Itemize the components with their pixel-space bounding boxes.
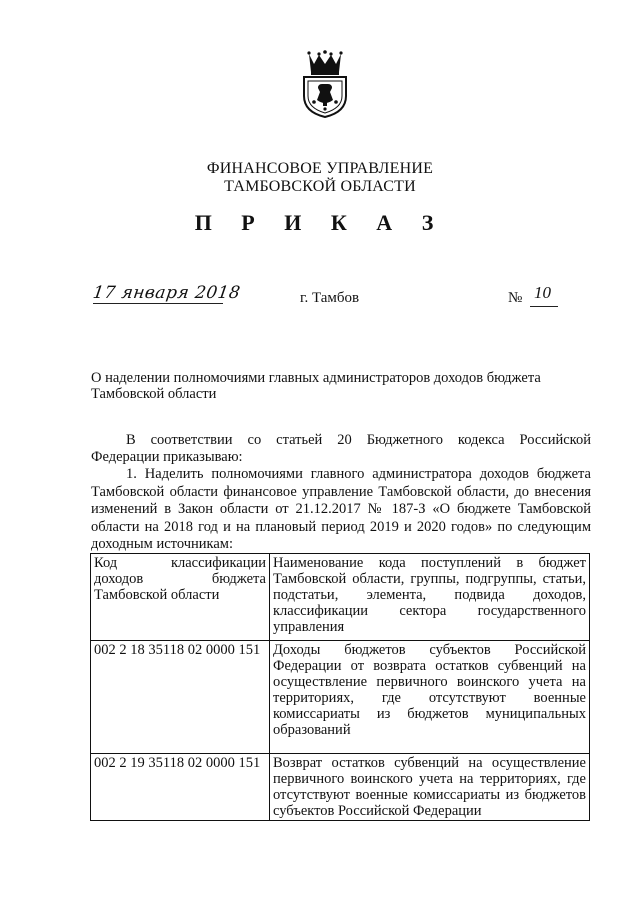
revenue-sources-table [90, 553, 590, 821]
order-city: г. Тамбов [300, 290, 360, 306]
intro-paragraph-line2: Федерации приказываю: [91, 449, 243, 465]
document-title: П Р И К А З [194, 210, 446, 235]
date-underline [93, 303, 223, 304]
order-subject: О наделении полномочиями главных администраторов доходов бюджета Тамбовской области [91, 370, 541, 402]
item-1-paragraph: 1. Наделить полномочиями главного администратора доходов бюджета Тамбовской области финансовое управление Тамбовской области, до внесения изменений в Закон области от 21.12.2017 № 187-З «О бюджете Тамбовской области на 2018 год и на плановый период 2019 и 2020 годов» по следующим доходным источникам: [91, 466, 591, 552]
table-cell-name: Возврат остатков субвенций на осуществление первичного воинского учета на территориях, где отсутствуют военные комиссариаты из бюджетов субъектов Российской Федерации [270, 754, 590, 821]
table-header-name: Наименование кода поступлений в бюджет Тамбовской области, группы, подгруппы, статьи, подстатьи, элемента, подвида доходов, классификации сектора государственного управления [270, 554, 590, 641]
table-row [91, 641, 590, 754]
tambov-coat-of-arms-icon [300, 50, 350, 118]
table-cell-code: 002 2 19 35118 02 0000 151 [91, 754, 270, 821]
table-cell-name: Доходы бюджетов субъектов Российской Федерации от возврата остатков субвенций на осуществление первичного воинского учета на территориях, где отсутствуют военные комиссариаты из бюджетов муниципальных образований [270, 641, 590, 754]
table-row [91, 754, 590, 821]
table-header-row [91, 554, 590, 641]
organization-name-line2: ТАМБОВСКОЙ ОБЛАСТИ [224, 178, 416, 195]
order-number: 10 [534, 283, 551, 302]
order-date: 17 января 2018 [91, 283, 242, 303]
intro-paragraph-line1: В соответствии со статьей 20 Бюджетного кодекса Российской [126, 432, 591, 448]
number-underline [530, 306, 558, 307]
organization-name-line1: ФИНАНСОВОЕ УПРАВЛЕНИЕ [206, 160, 434, 177]
order-number-label: № [508, 290, 523, 306]
table-cell-code: 002 2 18 35118 02 0000 151 [91, 641, 270, 754]
table-header-code: Код классификации доходов бюджета Тамбовской области [91, 554, 270, 641]
